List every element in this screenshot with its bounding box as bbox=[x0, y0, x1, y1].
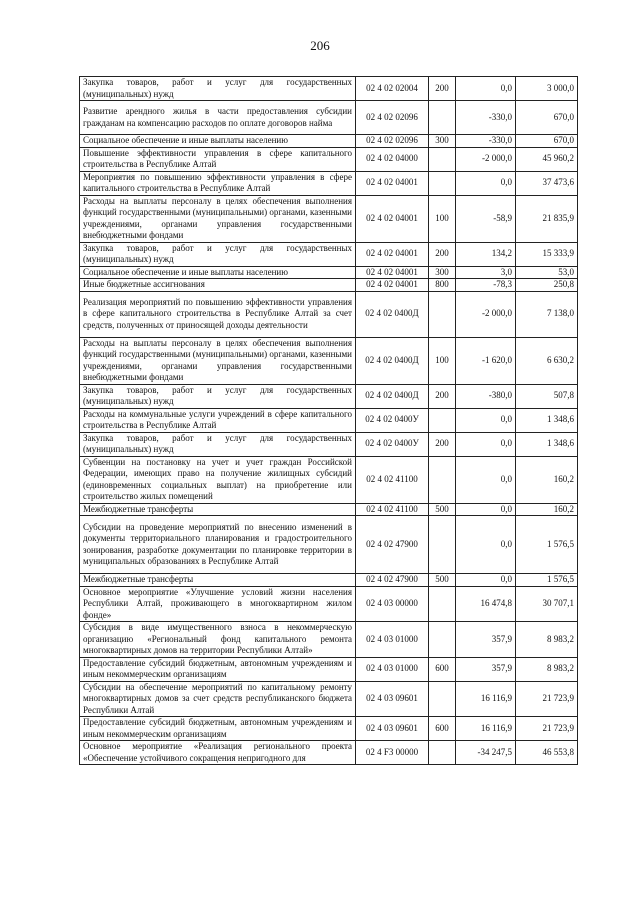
row-kind: 500 bbox=[429, 503, 456, 516]
row-total: 30 707,1 bbox=[516, 586, 578, 622]
table-row bbox=[80, 432, 578, 456]
row-kind: 300 bbox=[429, 135, 456, 148]
row-change: 0,0 bbox=[456, 574, 516, 587]
row-code: 02 4 02 04001 bbox=[356, 242, 429, 266]
row-code: 02 4 02 0400У bbox=[356, 432, 429, 456]
row-change: 0,0 bbox=[456, 77, 516, 101]
row-change: 357,9 bbox=[456, 622, 516, 658]
row-kind: 200 bbox=[429, 77, 456, 101]
row-kind bbox=[429, 171, 456, 195]
row-change: 0,0 bbox=[456, 516, 516, 574]
row-kind: 600 bbox=[429, 717, 456, 741]
row-kind: 100 bbox=[429, 337, 456, 384]
row-total: 160,2 bbox=[516, 456, 578, 503]
row-total: 507,8 bbox=[516, 384, 578, 408]
row-change: -78,3 bbox=[456, 279, 516, 292]
row-change: 0,0 bbox=[456, 456, 516, 503]
row-change: -2 000,0 bbox=[456, 291, 516, 337]
row-name: Предоставление субсидий бюджетным, автономным учреждениям и иным некоммерческим организациям bbox=[80, 717, 356, 741]
row-code: 02 4 02 02096 bbox=[356, 101, 429, 135]
row-code: 02 4 02 41100 bbox=[356, 456, 429, 503]
row-change: 3,0 bbox=[456, 266, 516, 279]
row-total: 3 000,0 bbox=[516, 77, 578, 101]
row-name: Расходы на выплаты персоналу в целях обеспечения выполнения функций государственными (муниципальными) органами, казенными учреждениями, органами управления государственными внебюджетными фондами bbox=[80, 337, 356, 384]
budget-table bbox=[79, 76, 578, 765]
row-kind bbox=[429, 456, 456, 503]
row-code: 02 4 02 41100 bbox=[356, 503, 429, 516]
row-total: 53,0 bbox=[516, 266, 578, 279]
row-kind: 200 bbox=[429, 384, 456, 408]
row-total: 250,8 bbox=[516, 279, 578, 292]
row-total: 1 576,5 bbox=[516, 516, 578, 574]
row-code: 02 4 02 04001 bbox=[356, 171, 429, 195]
row-total: 21 835,9 bbox=[516, 195, 578, 242]
table-row bbox=[80, 456, 578, 503]
table-row bbox=[80, 195, 578, 242]
row-name: Повышение эффективности управления в сфере капитального строительства в Республике Алтай bbox=[80, 147, 356, 171]
row-total: 670,0 bbox=[516, 101, 578, 135]
row-name: Межбюджетные трансферты bbox=[80, 574, 356, 587]
row-kind: 100 bbox=[429, 195, 456, 242]
table-row bbox=[80, 147, 578, 171]
row-total: 670,0 bbox=[516, 135, 578, 148]
row-kind bbox=[429, 622, 456, 658]
row-change: 0,0 bbox=[456, 503, 516, 516]
row-code: 02 4 02 0400Д bbox=[356, 384, 429, 408]
row-code: 02 4 02 0400У bbox=[356, 408, 429, 432]
row-code: 02 4 02 0400Д bbox=[356, 337, 429, 384]
row-total: 8 983,2 bbox=[516, 657, 578, 681]
row-kind: 200 bbox=[429, 242, 456, 266]
row-code: 02 4 02 04001 bbox=[356, 279, 429, 292]
row-name: Реализация мероприятий по повышению эффективности управления в сфере капитального строительства в Республике Алтай за счет средств, полученных от приносящей доходы деятельности bbox=[80, 291, 356, 337]
row-change: 16 116,9 bbox=[456, 681, 516, 717]
row-code: 02 4 03 00000 bbox=[356, 586, 429, 622]
row-total: 1 348,6 bbox=[516, 408, 578, 432]
row-kind bbox=[429, 408, 456, 432]
row-kind: 800 bbox=[429, 279, 456, 292]
row-code: 02 4 02 0400Д bbox=[356, 291, 429, 337]
row-code: 02 4 02 47900 bbox=[356, 516, 429, 574]
row-change: -58,9 bbox=[456, 195, 516, 242]
row-code: 02 4 03 01000 bbox=[356, 657, 429, 681]
row-change: -34 247,5 bbox=[456, 741, 516, 765]
row-name: Субсидии на обеспечение мероприятий по капитальному ремонту многоквартирных домов за счет средств республиканского бюджета Республики Алтай bbox=[80, 681, 356, 717]
row-code: 02 4 03 09601 bbox=[356, 681, 429, 717]
table-row bbox=[80, 101, 578, 135]
row-kind bbox=[429, 586, 456, 622]
table-row bbox=[80, 242, 578, 266]
table-row bbox=[80, 337, 578, 384]
row-kind bbox=[429, 147, 456, 171]
table-row bbox=[80, 77, 578, 101]
row-name: Основное мероприятие «Реализация регионального проекта «Обеспечение устойчивого сокращения непригодного для bbox=[80, 741, 356, 765]
row-name: Основное мероприятие «Улучшение условий жизни населения Республики Алтай, проживающего в многоквартирном жилом фонде» bbox=[80, 586, 356, 622]
page-number: 206 bbox=[310, 38, 330, 53]
row-name: Мероприятия по повышению эффективности управления в сфере капитального строительства в Республике Алтай bbox=[80, 171, 356, 195]
row-total: 1 576,5 bbox=[516, 574, 578, 587]
row-name: Социальное обеспечение и иные выплаты населению bbox=[80, 135, 356, 148]
row-change: -1 620,0 bbox=[456, 337, 516, 384]
table-row bbox=[80, 266, 578, 279]
row-kind bbox=[429, 516, 456, 574]
row-change: -330,0 bbox=[456, 101, 516, 135]
row-code: 02 4 02 04001 bbox=[356, 266, 429, 279]
row-change: 0,0 bbox=[456, 432, 516, 456]
row-name: Субсидии на проведение мероприятий по внесению изменений в документы территориального планирования и градостроительного зонирования, разработке документации по планировке территории в муниципальных образованиях в Республике Алтай bbox=[80, 516, 356, 574]
row-change: 134,2 bbox=[456, 242, 516, 266]
row-change: -330,0 bbox=[456, 135, 516, 148]
row-total: 37 473,6 bbox=[516, 171, 578, 195]
row-code: 02 4 02 02004 bbox=[356, 77, 429, 101]
table-row bbox=[80, 657, 578, 681]
row-kind: 500 bbox=[429, 574, 456, 587]
row-code: 02 4 02 04000 bbox=[356, 147, 429, 171]
row-name: Закупка товаров, работ и услуг для государственных (муниципальных) нужд bbox=[80, 242, 356, 266]
row-name: Расходы на коммунальные услуги учреждений в сфере капитального строительства в Республике Алтай bbox=[80, 408, 356, 432]
row-code: 02 4 02 47900 bbox=[356, 574, 429, 587]
row-change: 16 116,9 bbox=[456, 717, 516, 741]
row-total: 15 333,9 bbox=[516, 242, 578, 266]
row-total: 8 983,2 bbox=[516, 622, 578, 658]
table-row bbox=[80, 408, 578, 432]
row-name: Социальное обеспечение и иные выплаты населению bbox=[80, 266, 356, 279]
row-total: 21 723,9 bbox=[516, 681, 578, 717]
table-row bbox=[80, 503, 578, 516]
row-total: 7 138,0 bbox=[516, 291, 578, 337]
table-row bbox=[80, 741, 578, 765]
row-name: Субсидия в виде имущественного взноса в некоммерческую организацию «Региональный фонд капитального ремонта многоквартирных домов на территории Республики Алтай» bbox=[80, 622, 356, 658]
row-total: 45 960,2 bbox=[516, 147, 578, 171]
row-code: 02 4 02 02096 bbox=[356, 135, 429, 148]
row-name: Расходы на выплаты персоналу в целях обеспечения выполнения функций государственными (муниципальными) органами, казенными учреждениями, органами управления государственными внебюджетными фондами bbox=[80, 195, 356, 242]
row-code: 02 4 03 01000 bbox=[356, 622, 429, 658]
row-name: Развитие арендного жилья в части предоставления субсидии гражданам на компенсацию расходов по оплате договоров найма bbox=[80, 101, 356, 135]
table-row bbox=[80, 384, 578, 408]
row-kind bbox=[429, 741, 456, 765]
row-total: 1 348,6 bbox=[516, 432, 578, 456]
table-row bbox=[80, 574, 578, 587]
table-row bbox=[80, 135, 578, 148]
table-row bbox=[80, 279, 578, 292]
row-total: 21 723,9 bbox=[516, 717, 578, 741]
table-row bbox=[80, 516, 578, 574]
table-row bbox=[80, 586, 578, 622]
row-code: 02 4 02 04001 bbox=[356, 195, 429, 242]
row-total: 160,2 bbox=[516, 503, 578, 516]
table-row bbox=[80, 291, 578, 337]
row-kind bbox=[429, 101, 456, 135]
row-name: Закупка товаров, работ и услуг для государственных (муниципальных) нужд bbox=[80, 77, 356, 101]
row-name: Субвенции на постановку на учет и учет граждан Российской Федерации, имеющих право на получение жилищных субсидий (единовременных социальных выплат) на приобретение или строительство жилых помещений bbox=[80, 456, 356, 503]
table-row bbox=[80, 171, 578, 195]
row-change: 357,9 bbox=[456, 657, 516, 681]
row-kind bbox=[429, 291, 456, 337]
row-name: Предоставление субсидий бюджетным, автономным учреждениям и иным некоммерческим организациям bbox=[80, 657, 356, 681]
table-row bbox=[80, 717, 578, 741]
row-name: Закупка товаров, работ и услуг для государственных (муниципальных) нужд bbox=[80, 384, 356, 408]
budget-table-body bbox=[80, 77, 578, 765]
row-kind bbox=[429, 681, 456, 717]
row-change: 0,0 bbox=[456, 171, 516, 195]
table-row bbox=[80, 681, 578, 717]
row-change: 0,0 bbox=[456, 408, 516, 432]
row-change: -380,0 bbox=[456, 384, 516, 408]
row-name: Закупка товаров, работ и услуг для государственных (муниципальных) нужд bbox=[80, 432, 356, 456]
row-code: 02 4 F3 00000 bbox=[356, 741, 429, 765]
row-change: -2 000,0 bbox=[456, 147, 516, 171]
row-name: Межбюджетные трансферты bbox=[80, 503, 356, 516]
row-change: 16 474,8 bbox=[456, 586, 516, 622]
table-row bbox=[80, 622, 578, 658]
row-kind: 200 bbox=[429, 432, 456, 456]
row-name: Иные бюджетные ассигнования bbox=[80, 279, 356, 292]
row-total: 6 630,2 bbox=[516, 337, 578, 384]
row-code: 02 4 03 09601 bbox=[356, 717, 429, 741]
row-kind: 300 bbox=[429, 266, 456, 279]
row-kind: 600 bbox=[429, 657, 456, 681]
row-total: 46 553,8 bbox=[516, 741, 578, 765]
